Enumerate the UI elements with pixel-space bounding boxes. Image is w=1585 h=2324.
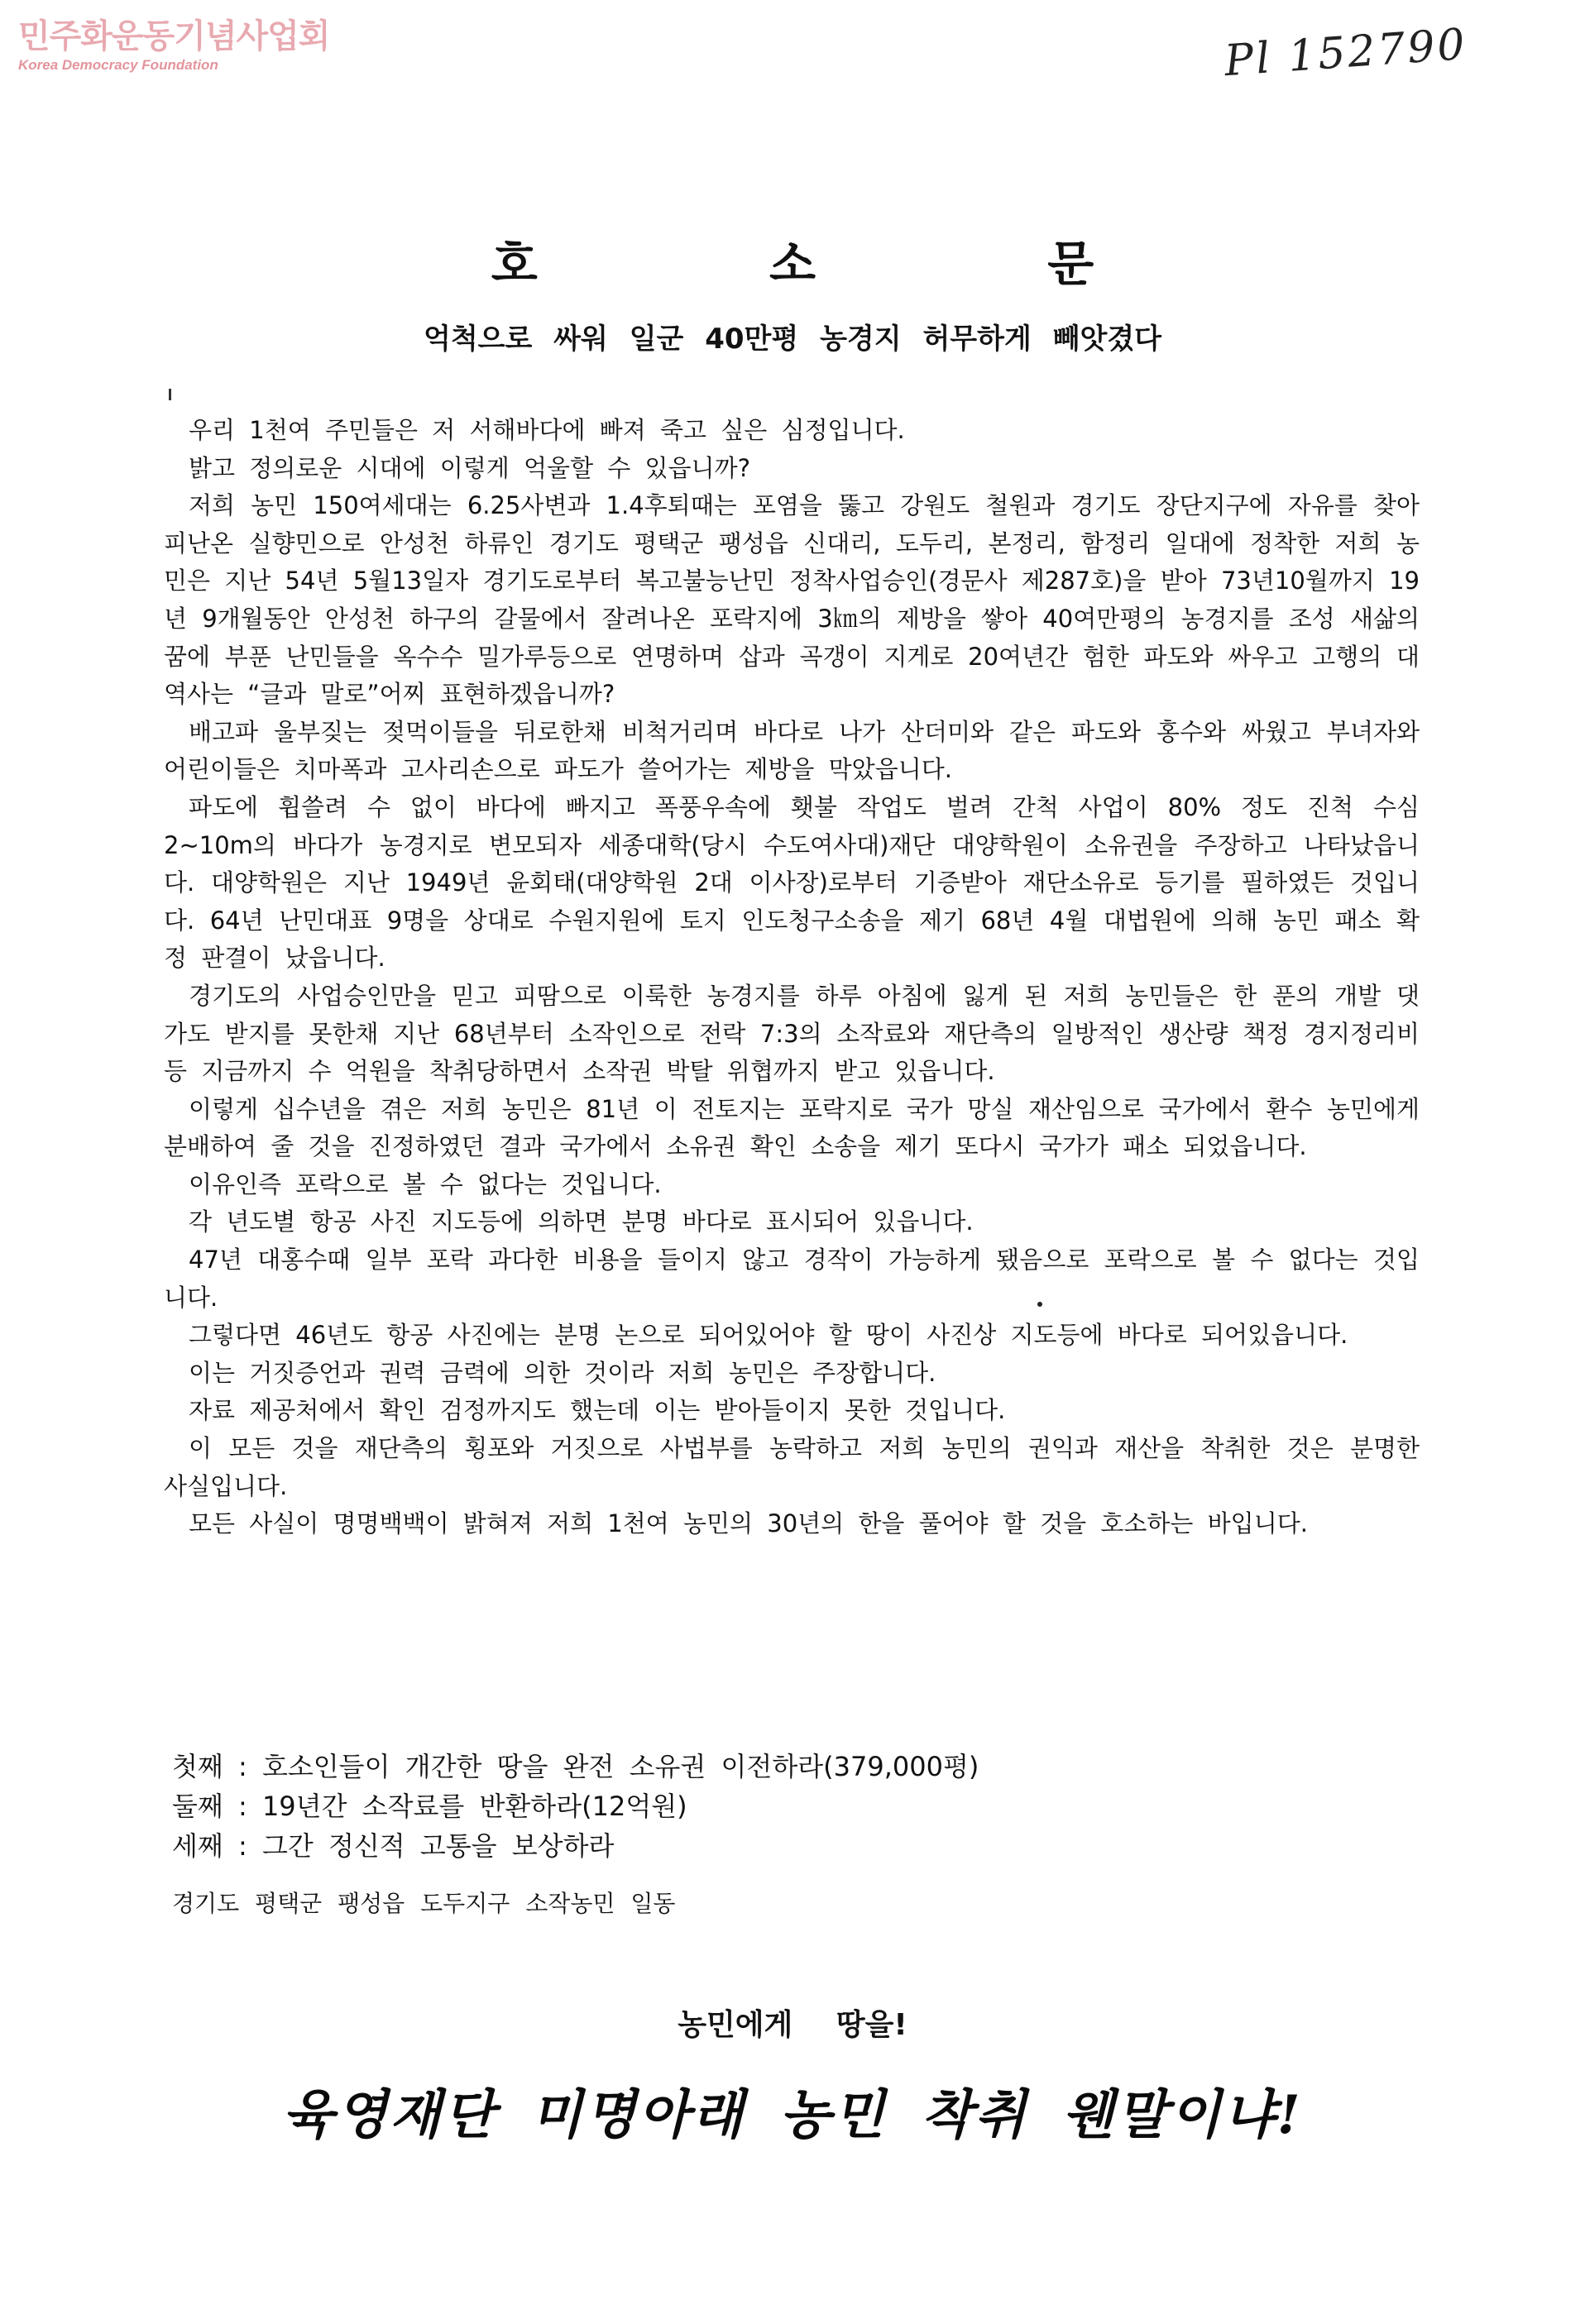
body-text [164, 412, 1420, 1543]
paragraph: 배고파 울부짖는 젖먹이들을 뒤로한채 비척거리며 바다로 나가 산더미와 같은 파도와 홍수와 싸웠고 부녀자와 어린이들은 치마폭과 고사리손으로 파도가 쓸어가는 제방을 막았읍니다. [164, 717, 1420, 784]
paragraph: 그렇다면 46년도 항공 사진에는 분명 논으로 되어있어야 할 땅이 사진상 지도등에 바다로 되어있읍니다. [189, 1321, 1348, 1350]
paragraph: 우리 1천여 주민들은 저 서해바다에 빠져 죽고 싶은 심정입니다. [189, 416, 905, 444]
paragraph: 각 년도별 항공 사진 지도등에 의하면 분명 바다로 표시되어 있읍니다. [189, 1207, 974, 1236]
paragraph: 파도에 휩쓸려 수 없이 바다에 빠지고 폭풍우속에 횃불 작업도 벌려 간척 사업이 80% 정도 진척 수심2~10m의 바다가 농경지로 변모되자 세종대학(당시 수도여사대)재단 대양학원이 소유권을 주장하고 나타났읍니다. 대양학원은 지난 1949년 윤회태(대양학원 2대 이사장)로부터 기증받아 재단소유로 등기를 필하였든 것입니다. 64년 난민대표 9명을 상대로 수원지원에 토지 인도청구소송을 제기 68년 4월 대법원에 의해 농민 패소 확정 판결이 났읍니다. [164, 792, 1420, 973]
watermark-english: Korea Democracy Foundation [18, 57, 218, 73]
paragraph: 밝고 정의로운 시대에 이렇게 억울할 수 있읍니까? [189, 453, 750, 482]
signature-line: 경기도 평택군 팽성읍 도두지구 소작농민 일동 [172, 1890, 676, 1917]
demand-item: 첫째 : 호소인들이 개간한 땅을 완전 소유권 이전하라(379,000평) [172, 1751, 979, 1782]
handwritten-doc-number: Pl 152790 [1223, 19, 1469, 87]
paragraph: 이는 거짓증언과 권력 금력에 의한 것이라 저희 농민은 주장합니다. [189, 1358, 936, 1387]
demands-list [172, 1747, 979, 1866]
document-subtitle: 억척으로 싸워 일군 40만평 농경지 허무하게 빼앗겼다 [423, 323, 1162, 356]
demand-item: 세째 : 그간 정신적 고통을 보상하라 [172, 1830, 615, 1862]
paragraph: 이렇게 십수년을 겪은 저희 농민은 81년 이 전토지는 포락지로 국가 망실 재산임으로 국가에서 환수 농민에게 분배하여 줄 것을 진정하였던 결과 국가에서 소유권 확인 소송을 제기 또다시 국가가 패소 되었읍니다. [164, 1094, 1420, 1161]
paragraph: 이유인즉 포락으로 볼 수 없다는 것입니다. [189, 1169, 662, 1198]
stray-mark [1037, 1302, 1042, 1307]
watermark-logo [18, 18, 329, 74]
paragraph: 47년 대홍수때 일부 포락 과다한 비용을 들이지 않고 경작이 가능하게 됐음으로 포락으로 볼 수 없다는 것입니다. [164, 1246, 1420, 1312]
paragraph: 이 모든 것을 재단측의 횡포와 거짓으로 사법부를 농락하고 저희 농민의 권익과 재산을 착취한 것은 분명한 사실입니다. [164, 1434, 1420, 1500]
paragraph: 자료 제공처에서 확인 검정까지도 했는데 이는 받아들이지 못한 것입니다. [189, 1396, 1006, 1425]
stray-mark [169, 389, 171, 400]
paragraph: 모든 사실이 명명백백이 밝혀져 저희 1천여 농민의 30년의 한을 풀어야 할 것을 호소하는 바입니다. [189, 1509, 1308, 1538]
slogan-handwritten: 육영재단 미명아래 농민 착취 웬말이냐! [282, 2084, 1303, 2146]
document-title: 호 소 문 [491, 236, 1202, 292]
demand-item: 둘째 : 19년간 소작료를 반환하라(12억원) [172, 1791, 687, 1822]
watermark-korean: 민주화운동기념사업회 [18, 17, 330, 55]
paragraph: 저희 농민 150여세대는 6.25사변과 1.4후퇴때는 포염을 뚫고 강원도 철원과 경기도 장단지구에 자유를 찾아 피난온 실향민으로 안성천 하류인 경기도 평택군 팽성읍 신대리, 도두리, 본정리, 함정리 일대에 정착한 저희 농민은 지난 54년 5월13일자 경기도로부터 복고불능난민 정착사업승인(경문사 제287호)을 받아 73년10월까지 19년 9개월동안 안성천 하구의 갈물에서 잘려나온 포락지에 3㎞의 제방을 쌓아 40여만평의 농경지를 조성 새삶의 꿈에 부푼 난민들을 옥수수 밀가루등으로 연명하며 삽과 곡갱이 지게로 20여년간 험한 파도와 싸우고 고행의 대역사는 “글과 말로”어찌 표현하겠읍니까? [164, 491, 1420, 709]
paragraph: 경기도의 사업승인만을 믿고 피땀으로 이룩한 농경지를 하루 아침에 잃게 된 저희 농민들은 한 푼의 개발 댓가도 받지를 못한채 지난 68년부터 소작인으로 전락 7:3의 소작료와 재단측의 일방적인 생산량 책정 경지정리비등 지금까지 수 억원을 착취당하면서 소작권 박탈 위협까지 받고 있읍니다. [164, 981, 1420, 1086]
slogan-primary: 농민에게 땅을! [678, 2008, 907, 2042]
